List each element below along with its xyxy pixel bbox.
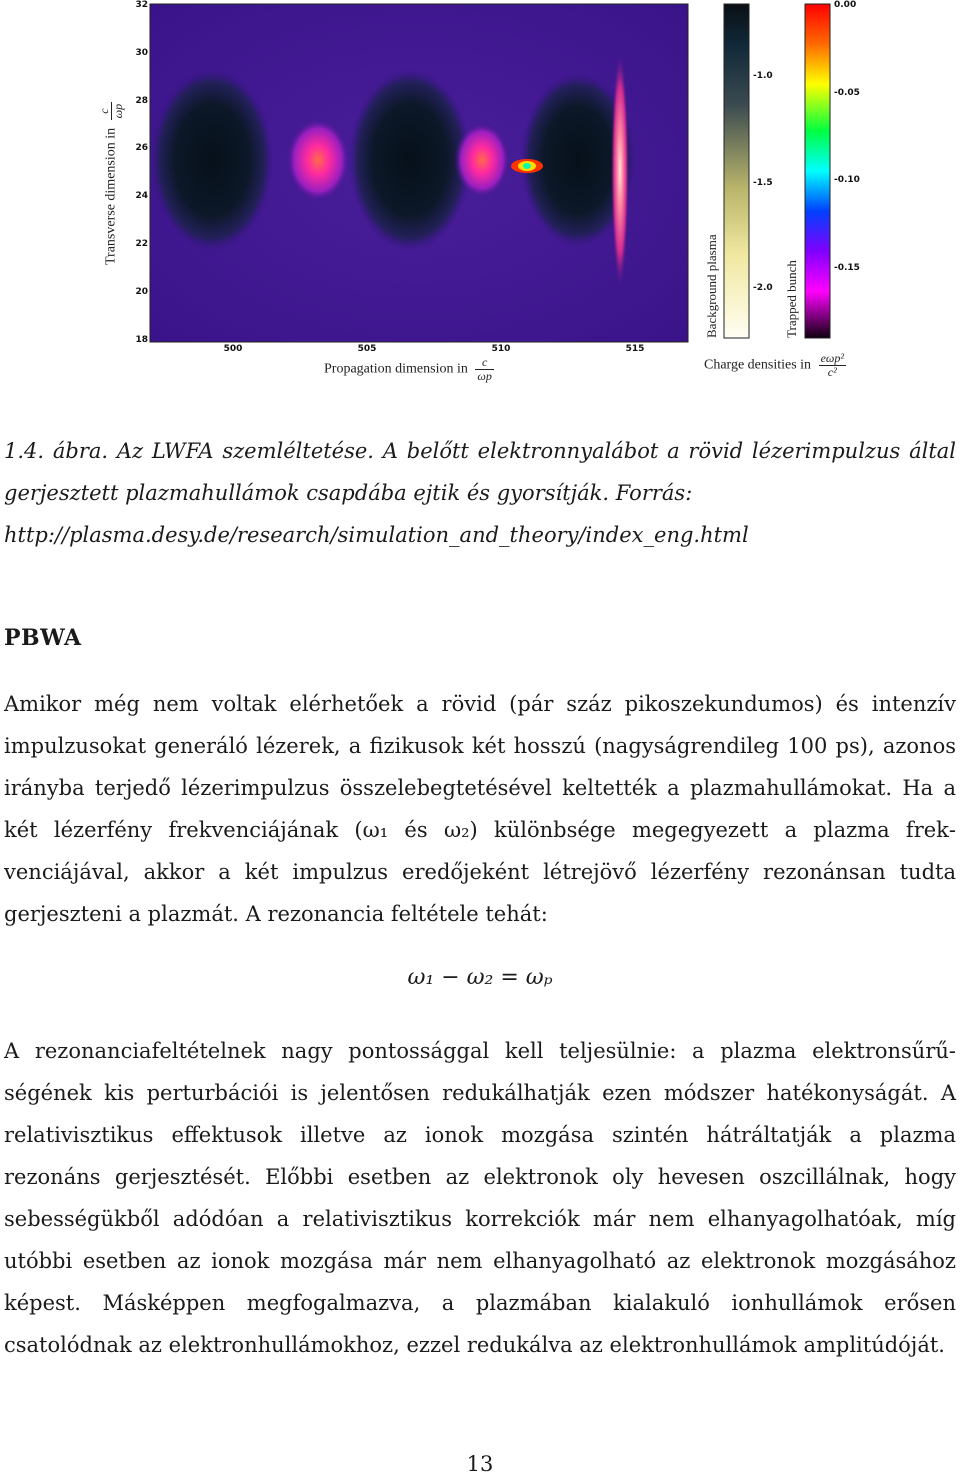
- colorbar-background-plasma: [724, 4, 749, 338]
- x-tick: 500: [223, 344, 243, 354]
- y-tick: 22: [135, 239, 148, 249]
- colorbar-tick: -1.5: [753, 178, 773, 188]
- y-tick: 28: [135, 96, 148, 106]
- colorbar-tick: -1.0: [753, 71, 773, 81]
- x-axis-label: Propagation dimension in $\frac{c}{\omega p}$: [324, 355, 492, 383]
- y-tick: 26: [135, 143, 148, 153]
- x-tick: 505: [357, 344, 377, 354]
- section-heading: PBWA: [4, 625, 82, 651]
- y-tick: 20: [135, 287, 148, 297]
- y-tick: 18: [135, 335, 148, 345]
- colorbar-trapped-label: Trapped bunch: [784, 260, 799, 338]
- colorbar-tick: -0.10: [834, 175, 860, 185]
- y-tick: 30: [135, 48, 148, 58]
- colorbar-tick: -2.0: [753, 283, 773, 293]
- colorbar-tick: -0.15: [834, 263, 860, 273]
- figure: [0, 0, 960, 400]
- charge-density-label: Charge densities in $\frac{\text{eωp²}}{\text{c²}}$: [704, 351, 844, 379]
- caption-url[interactable]: http://plasma.desy.de/research/simulation_and_theory/index_eng.html: [4, 523, 749, 547]
- paragraph: A rezonanciafeltételnek nagy pontossággal kell teljesülnie: a plazma elektronsűrűségének kis perturbációi is jelentősen redukálhatják ezen módszer hatékonyságát. A relativisztikus effektusok illetve az ionok mozgása szintén hátráltatják a plazma rezonáns gerjesztését. Előbbi esetben az elektronok oly hevesen oszcillálnak, hogy sebességükből adódóan a relativisztikus korrekciók már nem elhanyagolhatóak, míg utóbbi esetben az ionok mozgása már nem elhanyagolható az elektronok mozgásához képest. Másképpen megfogalmazva, a plazmában kialakuló ionhullámok erősen csatolódnak az elektronhullámokhoz, ezzel redukálva az elektronhullámok amplitúdóját.: [4, 1039, 956, 1357]
- y-axis-label: Transverse dimension in c ωp: [97, 103, 125, 265]
- y-tick: 32: [135, 0, 148, 10]
- colorbar-background-label: Background plasma: [704, 234, 719, 338]
- caption-text: 1.4. ábra. Az LWFA szemléltetése. A belőtt elektronnyalábot a rövid lézerimpulzus által gerjesztett plazmahullámok csapdába ejtik és gyorsítják. Forrás:: [4, 439, 956, 505]
- colorbar-tick: -0.05: [834, 88, 860, 98]
- figure-caption: [4, 430, 956, 556]
- x-tick: 515: [625, 344, 645, 354]
- y-tick: 24: [135, 191, 148, 201]
- x-tick: 510: [491, 344, 511, 354]
- paragraph: Amikor még nem voltak elérhetőek a rövid (pár száz pikoszekundumos) és intenzív impulzusokat generáló lézerek, a fizikusok két hosszú (nagyságrendileg 100 ps), azonos irányba terjedő lézerimpulzus összelebegtetésével keltették a plazmahullámokat. Ha a két lézerfény frekvenciájának (ω₁ és ω₂) különbsége megegyezett a plazma frekvenciájával, akkor a két impulzus eredőjeként létrejövő lézerfény rezonánsan tudta gerjeszteni a plazmát. A rezonancia feltétele tehát:: [4, 692, 956, 926]
- colorbar-trapped-bunch: [805, 4, 830, 338]
- colorbar-tick: 0.00: [834, 0, 857, 10]
- page-number: 13: [466, 1452, 494, 1476]
- equation: ω₁ − ω₂ = ωₚ: [407, 965, 553, 990]
